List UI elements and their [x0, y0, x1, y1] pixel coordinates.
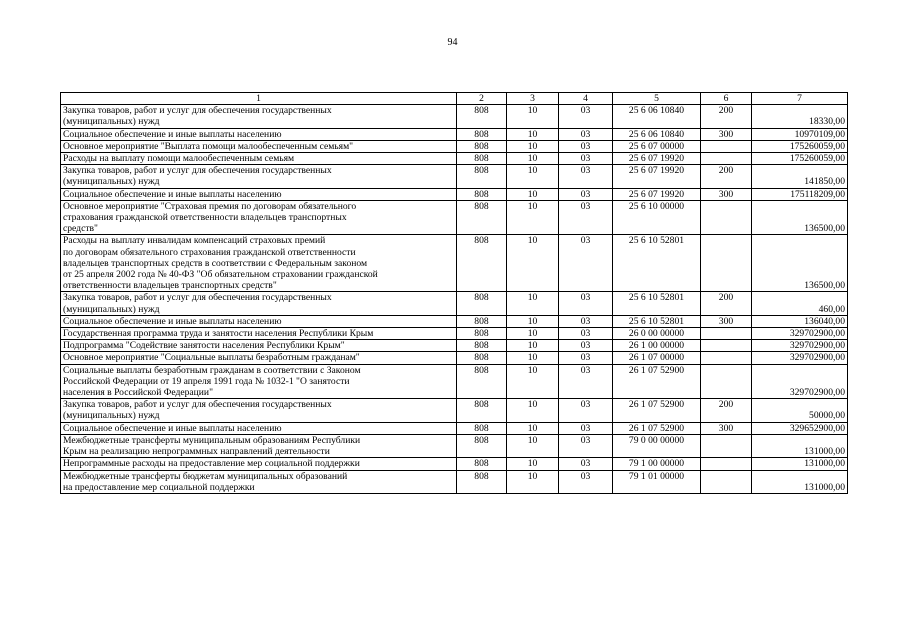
row-name — [61, 470, 457, 493]
row-name-text: Закупка товаров, работ и услуг для обеспечения государственных (муниципальных) нужд — [63, 105, 332, 128]
table-row — [61, 105, 848, 128]
table-row — [61, 165, 848, 188]
row-col-6-text: 200 — [718, 399, 734, 411]
row-col-6 — [701, 128, 752, 140]
row-amount — [752, 105, 848, 128]
row-col-4-text: 03 — [580, 140, 591, 152]
row-col-5 — [613, 200, 701, 235]
table-row — [61, 292, 848, 315]
row-col-3-text: 10 — [527, 364, 538, 376]
row-name — [61, 235, 457, 292]
row-col-6-text: 200 — [718, 292, 734, 304]
row-col-5-text: 25 6 10 52801 — [628, 315, 685, 327]
row-amount-text: 50000,00 — [809, 410, 845, 422]
row-col-5-text: 79 1 01 00000 — [628, 470, 685, 482]
row-col-4 — [559, 470, 613, 493]
table-row — [61, 315, 848, 327]
header-cell-3: 3 — [507, 93, 559, 105]
row-col-6 — [701, 153, 752, 165]
row-col-4-text: 03 — [580, 340, 591, 352]
row-col-3 — [507, 399, 559, 422]
row-amount-text: 10970109,00 — [794, 128, 845, 140]
row-amount — [752, 153, 848, 165]
row-col-2 — [457, 458, 507, 470]
row-col-2 — [457, 188, 507, 200]
row-col-3 — [507, 340, 559, 352]
table-row — [61, 188, 848, 200]
row-col-2-text: 808 — [474, 364, 489, 376]
row-name — [61, 105, 457, 128]
row-col-4 — [559, 292, 613, 315]
row-col-5 — [613, 140, 701, 152]
row-col-3 — [507, 434, 559, 457]
row-name-text: Закупка товаров, работ и услуг для обеспечения государственных (муниципальных) нужд — [63, 399, 332, 422]
row-col-2 — [457, 422, 507, 434]
row-amount — [752, 200, 848, 235]
row-col-5 — [613, 153, 701, 165]
header-cell-5: 5 — [613, 93, 701, 105]
row-amount-text: 131000,00 — [804, 446, 845, 458]
row-col-4-text: 03 — [580, 352, 591, 364]
row-col-2-text: 808 — [474, 153, 489, 165]
row-col-6-text: 300 — [718, 128, 734, 140]
table-row — [61, 340, 848, 352]
row-name-text: Социальное обеспечение и иные выплаты населению — [63, 422, 282, 434]
row-col-2-text: 808 — [474, 434, 489, 446]
row-col-3 — [507, 188, 559, 200]
row-col-5 — [613, 165, 701, 188]
row-col-5 — [613, 292, 701, 315]
row-col-5 — [613, 235, 701, 292]
row-col-3 — [507, 364, 559, 399]
row-amount-text: 329702900,00 — [789, 352, 845, 364]
row-amount-text: 136500,00 — [804, 280, 845, 292]
row-col-5 — [613, 422, 701, 434]
row-amount-text: 18330,00 — [809, 116, 845, 128]
table-row — [61, 364, 848, 399]
row-col-2 — [457, 352, 507, 364]
row-name-text: Закупка товаров, работ и услуг для обеспечения государственных (муниципальных) нужд — [63, 292, 332, 315]
row-col-2 — [457, 399, 507, 422]
row-name — [61, 328, 457, 340]
row-col-4-text: 03 — [580, 200, 591, 212]
row-amount-text: 136040,00 — [804, 315, 845, 327]
row-name-text: Межбюджетные трансферты муниципальным образованиям Республики Крым на реализацию непрограммных направлений деятельности — [63, 434, 361, 458]
row-col-2-text: 808 — [474, 292, 489, 304]
row-col-5-text: 25 6 07 00000 — [628, 140, 685, 152]
row-amount-text: 460,00 — [818, 303, 845, 315]
row-col-3-text: 10 — [527, 434, 538, 446]
row-col-2-text: 808 — [474, 352, 489, 364]
row-name-text: Социальное обеспечение и иные выплаты населению — [63, 315, 282, 327]
row-name — [61, 340, 457, 352]
row-col-4 — [559, 328, 613, 340]
row-name — [61, 165, 457, 188]
row-amount-text: 329702900,00 — [789, 387, 845, 399]
row-name-text: Межбюджетные трансферты бюджетам муниципальных образований на предоставление мер социальной поддержки — [63, 470, 348, 493]
row-col-4-text: 03 — [580, 188, 591, 200]
row-name — [61, 364, 457, 399]
row-col-2-text: 808 — [474, 188, 489, 200]
row-amount-text: 329702900,00 — [789, 340, 845, 352]
header-cell-4: 4 — [559, 93, 613, 105]
row-name-text: Социальное обеспечение и иные выплаты населению — [63, 128, 282, 140]
row-col-2-text: 808 — [474, 128, 489, 140]
row-amount — [752, 470, 848, 493]
row-col-3-text: 10 — [527, 165, 538, 177]
row-col-2 — [457, 292, 507, 315]
row-col-2-text: 808 — [474, 470, 489, 482]
row-col-6 — [701, 292, 752, 315]
row-col-6-text: 300 — [718, 315, 734, 327]
row-col-4-text: 03 — [580, 128, 591, 140]
row-col-4 — [559, 235, 613, 292]
row-col-5-text: 26 1 07 52900 — [628, 364, 685, 376]
row-col-2-text: 808 — [474, 105, 489, 117]
row-col-2 — [457, 315, 507, 327]
table-row — [61, 399, 848, 422]
row-col-5 — [613, 352, 701, 364]
row-col-4 — [559, 434, 613, 457]
row-name-text: Расходы на выплату инвалидам компенсаций страховых премий по договорам обязательного страхования гражданской ответственности владельцев транспортных средств в соответствии с Федеральным законом от 25 апреля 2002 года № 40-ФЗ "Об обязательном страховании гражданской ответственности владельцев транспортных средств" — [63, 235, 378, 292]
row-col-6 — [701, 399, 752, 422]
row-col-5 — [613, 188, 701, 200]
row-name-text: Закупка товаров, работ и услуг для обеспечения государственных (муниципальных) нужд — [63, 165, 332, 188]
row-col-3 — [507, 422, 559, 434]
row-amount-text: 175260059,00 — [789, 140, 845, 152]
row-name-text: Основное мероприятие "Выплата помощи малообеспеченным семьям" — [63, 140, 354, 152]
row-col-5-text: 26 1 07 52900 — [628, 399, 685, 411]
row-col-3-text: 10 — [527, 399, 538, 411]
row-col-2-text: 808 — [474, 340, 489, 352]
row-col-6 — [701, 315, 752, 327]
row-col-2-text: 808 — [474, 235, 489, 247]
row-col-3-text: 10 — [527, 328, 538, 340]
row-amount — [752, 292, 848, 315]
row-col-3 — [507, 105, 559, 128]
table-row — [61, 200, 848, 235]
row-col-3 — [507, 165, 559, 188]
row-col-3 — [507, 200, 559, 235]
row-col-4 — [559, 458, 613, 470]
row-col-5-text: 26 1 07 52900 — [628, 422, 685, 434]
row-col-5 — [613, 470, 701, 493]
row-col-2 — [457, 165, 507, 188]
row-col-6 — [701, 165, 752, 188]
table-row — [61, 128, 848, 140]
row-amount — [752, 328, 848, 340]
row-col-3 — [507, 315, 559, 327]
row-col-2 — [457, 105, 507, 128]
row-col-4-text: 03 — [580, 165, 591, 177]
row-col-5-text: 25 6 07 19920 — [628, 188, 685, 200]
row-col-3 — [507, 235, 559, 292]
row-col-6 — [701, 352, 752, 364]
row-col-5-text: 25 6 10 52801 — [628, 235, 685, 247]
row-col-4-text: 03 — [580, 470, 591, 482]
row-col-2 — [457, 140, 507, 152]
row-col-5-text: 25 6 10 52801 — [628, 292, 685, 304]
row-col-4 — [559, 140, 613, 152]
row-col-5-text: 25 6 07 19920 — [628, 165, 685, 177]
row-col-5 — [613, 364, 701, 399]
row-col-3 — [507, 153, 559, 165]
table-row — [61, 140, 848, 152]
row-col-6 — [701, 364, 752, 399]
row-col-3-text: 10 — [527, 470, 538, 482]
row-col-6 — [701, 140, 752, 152]
header-cell-6: 6 — [701, 93, 752, 105]
table-row — [61, 434, 848, 457]
row-amount-text: 329702900,00 — [789, 328, 845, 340]
row-amount — [752, 352, 848, 364]
table-row — [61, 153, 848, 165]
table-row — [61, 422, 848, 434]
row-col-4-text: 03 — [580, 292, 591, 304]
row-name-text: Основное мероприятие "Социальные выплаты безработным гражданам" — [63, 352, 360, 364]
header-cell-1: 1 — [61, 93, 457, 105]
row-col-6 — [701, 340, 752, 352]
row-col-5-text: 26 1 00 00000 — [628, 340, 685, 352]
row-col-5-text: 79 1 00 00000 — [628, 458, 685, 470]
row-col-3-text: 10 — [527, 352, 538, 364]
row-col-3-text: 10 — [527, 200, 538, 212]
header-cell-7: 7 — [752, 93, 848, 105]
row-col-2 — [457, 128, 507, 140]
row-col-2 — [457, 364, 507, 399]
row-col-3-text: 10 — [527, 340, 538, 352]
row-col-5-text: 25 6 10 00000 — [628, 200, 685, 212]
row-col-5-text: 26 1 07 00000 — [628, 352, 685, 364]
row-name-text: Социальное обеспечение и иные выплаты населению — [63, 188, 282, 200]
row-col-2 — [457, 434, 507, 457]
header-row — [61, 93, 848, 105]
table-row — [61, 352, 848, 364]
row-col-4-text: 03 — [580, 422, 591, 434]
row-col-6 — [701, 200, 752, 235]
row-col-2-text: 808 — [474, 315, 489, 327]
row-col-4-text: 03 — [580, 105, 591, 117]
row-col-5 — [613, 128, 701, 140]
table-row — [61, 328, 848, 340]
row-col-4-text: 03 — [580, 315, 591, 327]
row-amount-text: 136500,00 — [804, 223, 845, 235]
row-col-4 — [559, 128, 613, 140]
row-col-3 — [507, 128, 559, 140]
row-amount — [752, 315, 848, 327]
row-col-4 — [559, 364, 613, 399]
row-col-6 — [701, 458, 752, 470]
row-col-4 — [559, 165, 613, 188]
row-col-4-text: 03 — [580, 434, 591, 446]
row-amount — [752, 399, 848, 422]
row-col-3 — [507, 458, 559, 470]
row-col-4-text: 03 — [580, 235, 591, 247]
row-name-text: Подпрограмма "Содействие занятости населения Республики Крым" — [63, 340, 345, 352]
row-col-2-text: 808 — [474, 140, 489, 152]
row-name — [61, 458, 457, 470]
row-col-6-text: 200 — [718, 105, 734, 117]
row-name — [61, 153, 457, 165]
row-name — [61, 200, 457, 235]
row-col-5-text: 25 6 06 10840 — [628, 105, 685, 117]
row-amount-text: 131000,00 — [804, 481, 845, 493]
row-amount-text: 329652900,00 — [789, 422, 845, 434]
row-amount-text: 131000,00 — [804, 458, 845, 470]
row-col-5-text: 25 6 06 10840 — [628, 128, 685, 140]
row-col-4-text: 03 — [580, 458, 591, 470]
row-col-6 — [701, 422, 752, 434]
row-col-3-text: 10 — [527, 235, 538, 247]
row-col-4 — [559, 105, 613, 128]
row-col-4 — [559, 153, 613, 165]
row-col-2 — [457, 153, 507, 165]
row-amount-text: 141850,00 — [804, 176, 845, 188]
row-col-5 — [613, 399, 701, 422]
row-col-3-text: 10 — [527, 315, 538, 327]
table-body — [61, 93, 848, 494]
row-col-2-text: 808 — [474, 200, 489, 212]
row-name — [61, 315, 457, 327]
row-amount — [752, 235, 848, 292]
row-col-2 — [457, 200, 507, 235]
table-row — [61, 458, 848, 470]
row-col-2 — [457, 470, 507, 493]
row-name-text: Основное мероприятие "Страховая премия по договорам обязательного страхования гражданской ответственности владельцев транспортных средств" — [63, 200, 357, 235]
table-row — [61, 235, 848, 292]
row-amount — [752, 364, 848, 399]
row-amount — [752, 422, 848, 434]
row-col-5 — [613, 105, 701, 128]
row-col-3-text: 10 — [527, 422, 538, 434]
row-col-5-text: 26 0 00 00000 — [628, 328, 685, 340]
row-col-5-text: 79 0 00 00000 — [628, 434, 685, 446]
row-name — [61, 292, 457, 315]
row-col-4-text: 03 — [580, 399, 591, 411]
row-name — [61, 434, 457, 457]
row-col-5 — [613, 328, 701, 340]
row-col-4 — [559, 340, 613, 352]
row-amount — [752, 128, 848, 140]
row-col-2-text: 808 — [474, 422, 489, 434]
row-col-3 — [507, 470, 559, 493]
row-amount — [752, 458, 848, 470]
row-col-4 — [559, 399, 613, 422]
row-col-6 — [701, 470, 752, 493]
row-name-text: Государственная программа труда и занятости населения Республики Крым — [63, 328, 374, 340]
row-col-2-text: 808 — [474, 399, 489, 411]
row-col-3-text: 10 — [527, 140, 538, 152]
row-col-3-text: 10 — [527, 292, 538, 304]
table-row — [61, 470, 848, 493]
row-col-3-text: 10 — [527, 153, 538, 165]
row-col-5 — [613, 434, 701, 457]
row-col-4-text: 03 — [580, 364, 591, 376]
row-col-2 — [457, 235, 507, 292]
row-col-3-text: 10 — [527, 105, 538, 117]
row-col-3-text: 10 — [527, 458, 538, 470]
row-col-4-text: 03 — [580, 153, 591, 165]
row-name-text: Расходы на выплату помощи малообеспеченным семьям — [63, 153, 295, 165]
row-col-2-text: 808 — [474, 165, 489, 177]
header-cell-2: 2 — [457, 93, 507, 105]
page-number: 94 — [447, 37, 458, 48]
row-col-5 — [613, 315, 701, 327]
row-amount — [752, 340, 848, 352]
row-col-6-text: 200 — [718, 165, 734, 177]
row-col-5 — [613, 340, 701, 352]
row-name-text: Непрограммные расходы на предоставление мер социальной поддержки — [63, 458, 360, 470]
row-amount — [752, 165, 848, 188]
row-amount — [752, 140, 848, 152]
row-col-4 — [559, 422, 613, 434]
row-col-5 — [613, 458, 701, 470]
row-col-6 — [701, 188, 752, 200]
row-col-2 — [457, 340, 507, 352]
row-name-text: Социальные выплаты безработным гражданам в соответствии с Законом Российской Федерации от 19 апреля 1991 года № 1032-1 "О занятости населения в Российской Федерации" — [63, 364, 361, 399]
row-col-6 — [701, 235, 752, 292]
row-col-4 — [559, 188, 613, 200]
row-col-3-text: 10 — [527, 188, 538, 200]
row-col-5-text: 25 6 07 19920 — [628, 153, 685, 165]
row-col-4 — [559, 352, 613, 364]
row-amount — [752, 188, 848, 200]
row-name — [61, 422, 457, 434]
row-name — [61, 140, 457, 152]
row-name — [61, 188, 457, 200]
row-amount-text: 175118209,00 — [790, 188, 845, 200]
row-col-3 — [507, 292, 559, 315]
row-col-6-text: 300 — [718, 188, 734, 200]
row-col-6 — [701, 434, 752, 457]
row-name — [61, 128, 457, 140]
row-col-2-text: 808 — [474, 458, 489, 470]
budget-table — [60, 92, 848, 494]
row-col-4 — [559, 315, 613, 327]
row-col-4 — [559, 200, 613, 235]
row-name — [61, 352, 457, 364]
row-col-6 — [701, 105, 752, 128]
row-col-2-text: 808 — [474, 328, 489, 340]
row-col-6 — [701, 328, 752, 340]
row-col-2 — [457, 328, 507, 340]
row-name — [61, 399, 457, 422]
row-amount-text: 175260059,00 — [789, 153, 845, 165]
row-col-6-text: 300 — [718, 422, 734, 434]
row-col-3 — [507, 352, 559, 364]
row-col-4-text: 03 — [580, 328, 591, 340]
row-col-3-text: 10 — [527, 128, 538, 140]
row-col-3 — [507, 140, 559, 152]
row-col-3 — [507, 328, 559, 340]
row-amount — [752, 434, 848, 457]
